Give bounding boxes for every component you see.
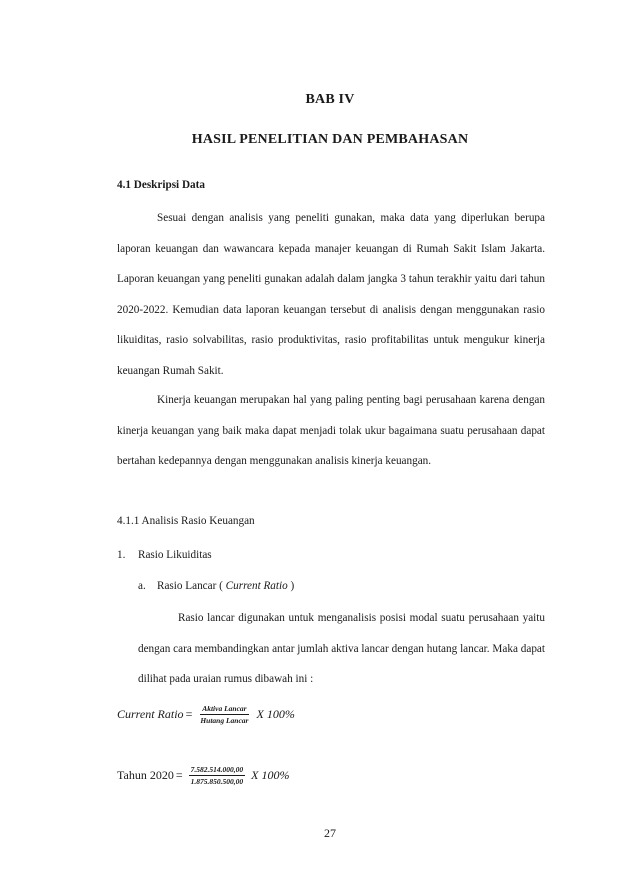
sub-list-item-italic: Current Ratio — [225, 580, 288, 592]
sub-list-item — [138, 580, 566, 592]
calc-fraction — [189, 765, 246, 786]
current-ratio-formula — [117, 704, 295, 725]
calc-numerator: 7.582.514.000,00 — [190, 765, 244, 774]
list-item-label: Rasio Likuiditas — [138, 549, 212, 561]
paragraph-2: Kinerja keuangan merupakan hal yang paling penting bagi perusahaan karena dengan kinerja keuangan yang baik maka dapat menjadi tolak ukur bagaimana suatu perusahaan dapat bertahan kedepannya dengan menggunakan analisis kinerja keuangan. — [117, 394, 545, 468]
paragraph-1: Sesuai dengan analisis yang peneliti gunakan, maka data yang diperlukan berupa laporan keuangan dan wawancara kepada manajer keuangan di Rumah Sakit Islam Jakarta. Laporan keuangan yang peneliti gunakan adalah dalam jangka 3 tahun terakhir yaitu dari tahun 2020-2022. Kemudian data laporan keuangan tersebut di analisis dengan menggunakan rasio likuiditas, rasio solvabilitas, rasio produktivitas, rasio profitabilitas untuk mengukur kinerja keuangan Rumah Sakit. — [117, 212, 545, 377]
section-heading: 4.1 Deskripsi Data — [117, 179, 205, 191]
year-2020-calculation — [117, 765, 289, 786]
formula-denominator: Hutang Lancar — [200, 716, 249, 725]
formula-multiplier: X 100% — [256, 707, 295, 721]
chapter-title: HASIL PENELITIAN DAN PEMBAHASAN — [191, 132, 469, 147]
list-item-number: 1. — [117, 549, 126, 561]
sub-list-item-prefix: Rasio Lancar ( — [157, 580, 223, 592]
paragraph-3: Rasio lancar digunakan untuk menganalisis posisi modal suatu perusahaan yaitu dengan cara membandingkan antar jumlah aktiva lancar dengan hutang lancar. Maka dapat dilihat pada uraian rumus dibawah ini : — [138, 612, 545, 686]
formula-lhs: Current Ratio — [117, 707, 184, 721]
page-number: 27 — [324, 826, 336, 840]
calc-equals: = — [175, 768, 183, 782]
subsection-heading: 4.1.1 Analisis Rasio Keuangan — [117, 515, 255, 527]
sub-list-item-letter: a. — [138, 580, 146, 592]
calc-denominator: 1.875.850.500,00 — [190, 777, 244, 786]
calc-lhs: Tahun 2020 — [117, 768, 174, 782]
formula-equals: = — [185, 707, 193, 721]
chapter-number: BAB IV — [305, 92, 355, 107]
sub-list-item-suffix: ) — [290, 580, 295, 592]
calc-multiplier: X 100% — [251, 768, 290, 782]
formula-numerator: Aktiva Lancar — [202, 704, 247, 713]
list-item — [117, 549, 545, 561]
formula-fraction — [198, 704, 250, 725]
